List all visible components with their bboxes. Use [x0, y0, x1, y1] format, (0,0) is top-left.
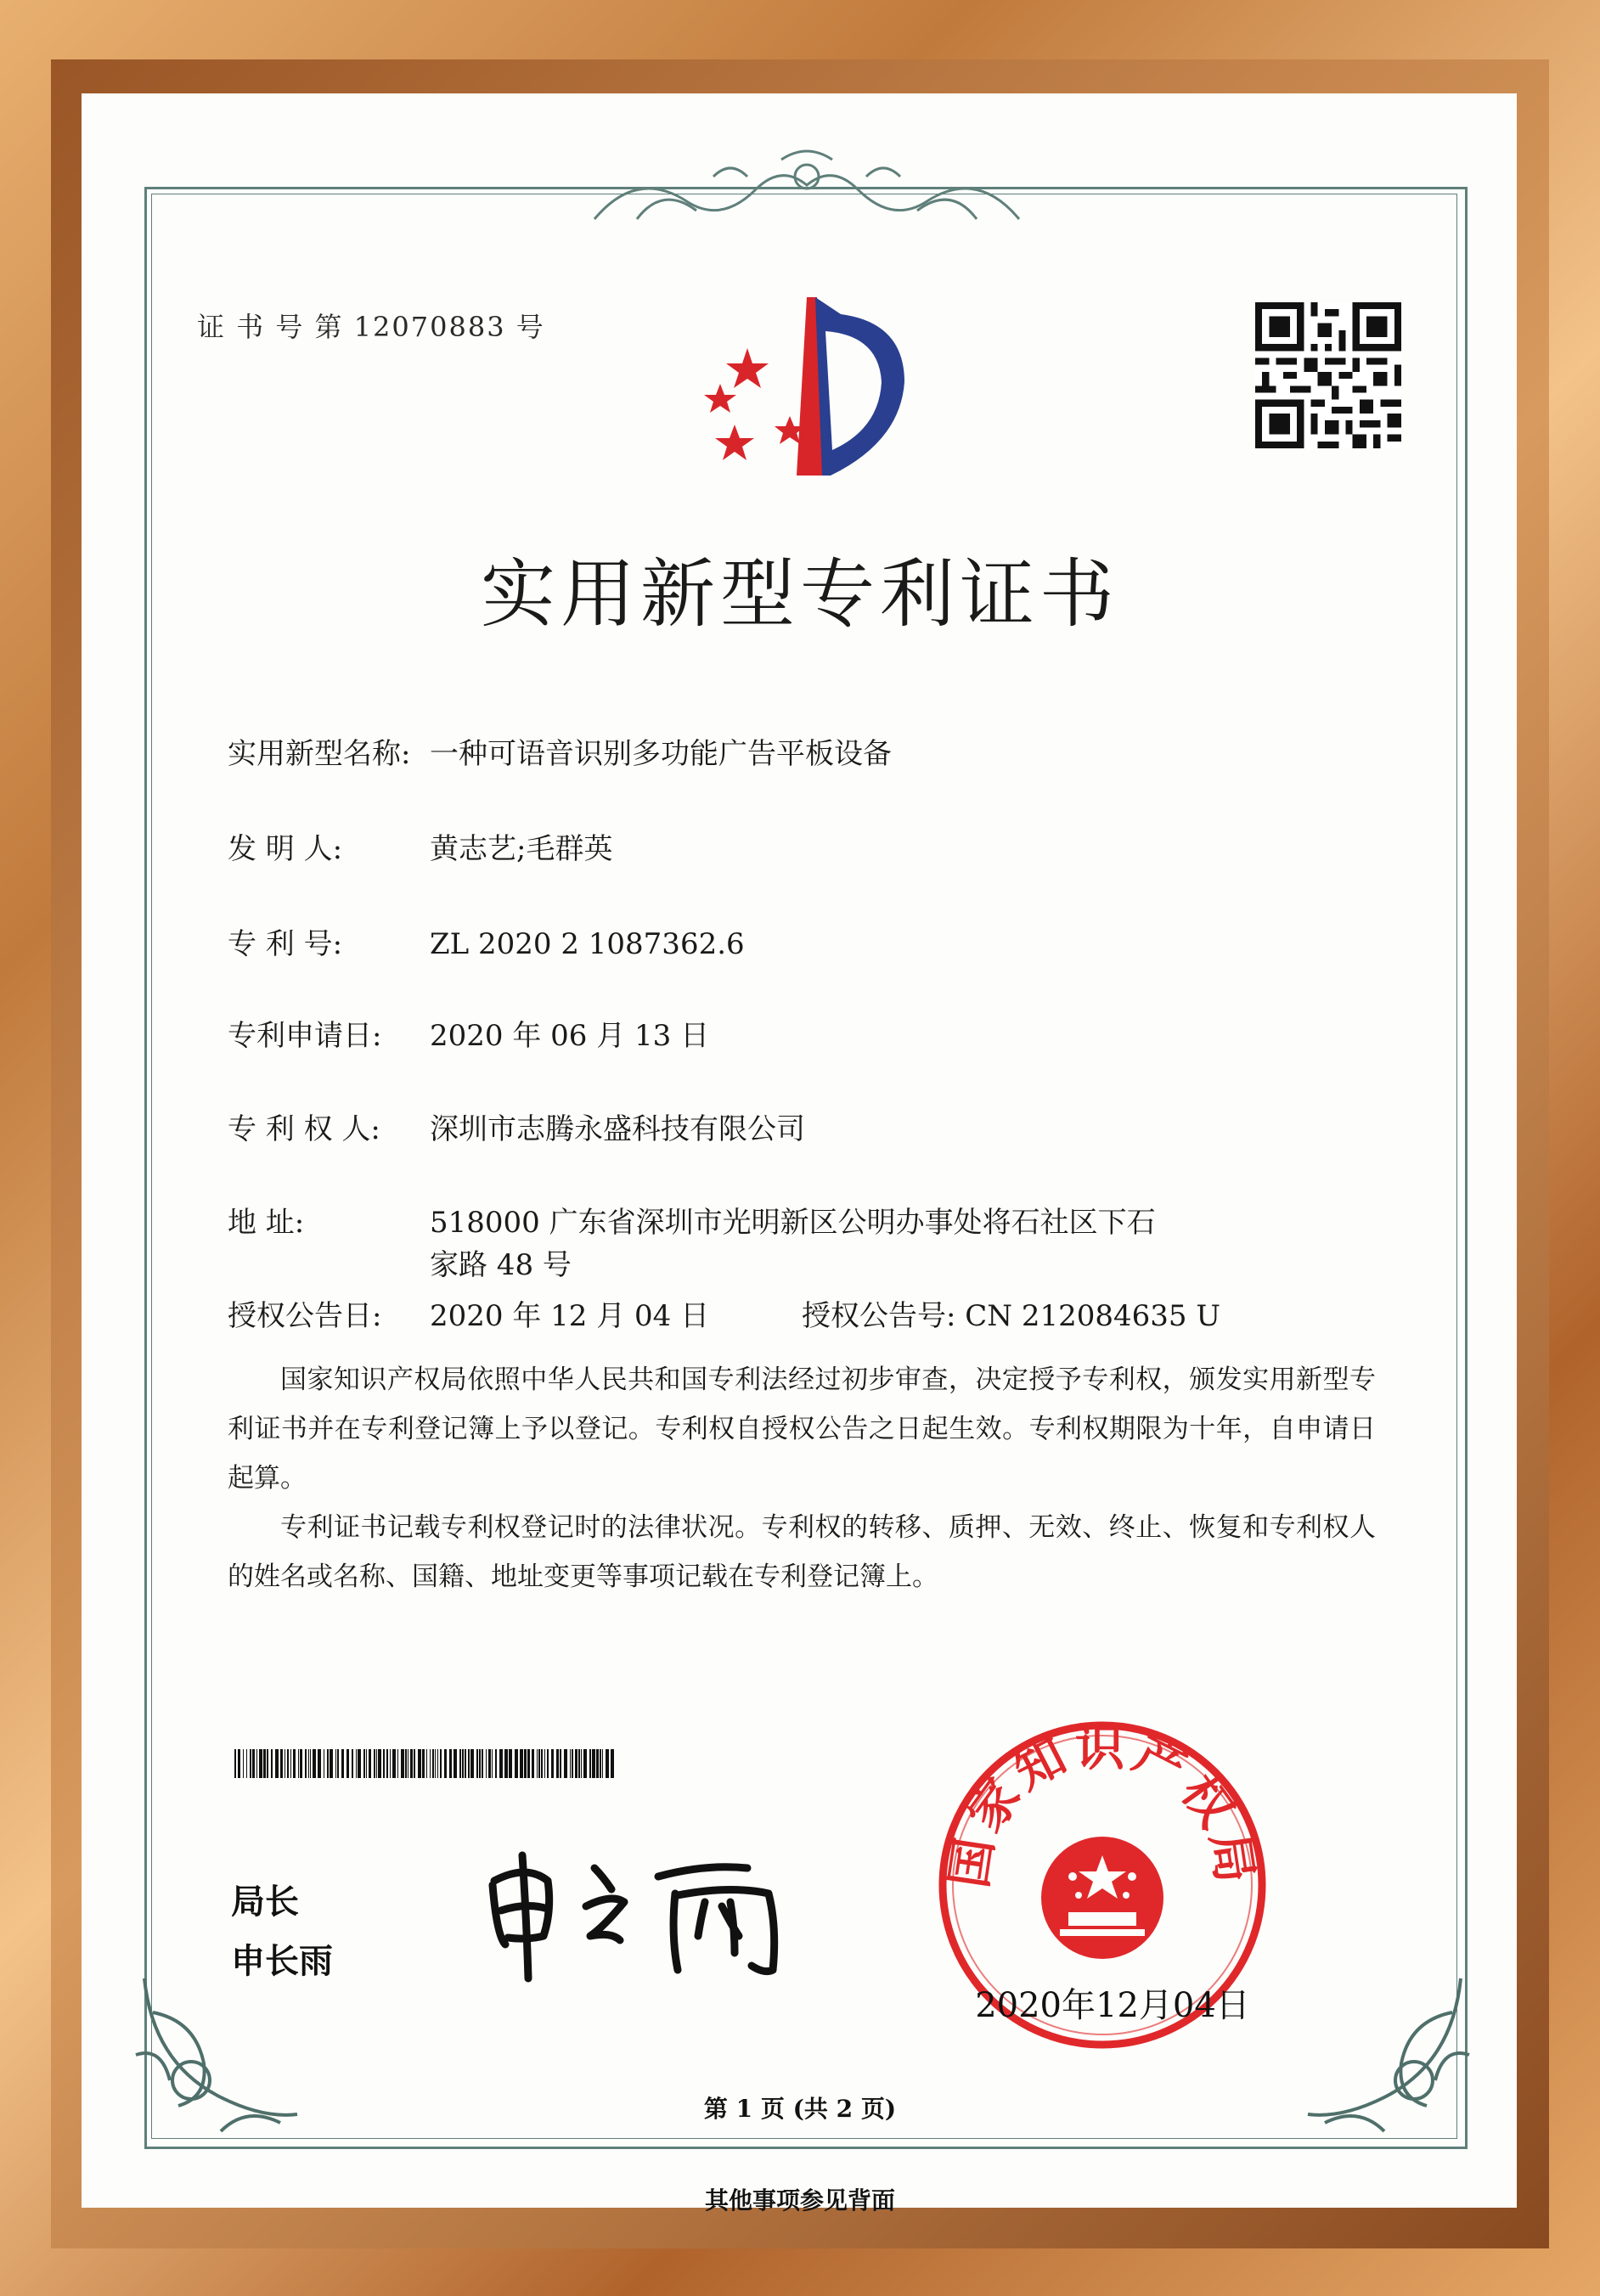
- apply-date-label: 专利申请日:: [228, 1019, 382, 1053]
- seal-date: 2020年12月04日: [975, 1986, 1250, 2025]
- field-row-inventor: [228, 825, 612, 867]
- certificate-number: 证 书 号 第 12070883 号: [197, 311, 545, 343]
- address-line2: 家路 48 号: [430, 1248, 572, 1282]
- announce-no-label: 授权公告号:: [802, 1299, 956, 1333]
- director-title: 局长: [231, 1882, 299, 1922]
- patentee-value: 深圳市志腾永盛科技有限公司: [430, 1112, 805, 1146]
- announce-date-label: 授权公告日:: [228, 1299, 382, 1333]
- field-row-announce-no: [802, 1292, 1220, 1334]
- field-row-patentee: [228, 1106, 805, 1147]
- inventor-value: 黄志艺;毛群英: [430, 832, 613, 866]
- body-paragraph-2: 专利证书记载专利权登记时的法律状况。专利权的转移、质押、无效、终止、恢复和专利权人的姓名或名称、国籍、地址变更等事项记载在专利登记簿上。: [228, 1512, 1376, 1592]
- back-note: 其他事项参见背面: [704, 2186, 895, 2214]
- seal-text: 国家知识产权局: [939, 1719, 1265, 1892]
- field-row-announce: [228, 1292, 709, 1334]
- address-label: 地 址:: [228, 1206, 305, 1240]
- address-line1: 518000 广东省深圳市光明新区公明办事处将石社区下石: [430, 1206, 1156, 1240]
- page-number: 第 1 页 (共 2 页): [703, 2095, 897, 2123]
- inventor-label: 发 明 人:: [228, 832, 343, 866]
- cnipa-logo-icon: [688, 289, 926, 484]
- name-label: 实用新型名称:: [228, 737, 411, 771]
- patent-no-label: 专 利 号:: [228, 927, 343, 961]
- certificate-title: 实用新型专利证书: [480, 550, 1119, 638]
- top-ornament-icon: [586, 143, 1028, 228]
- field-row-patent-no: [228, 920, 745, 962]
- handwritten-signature-icon: [476, 1843, 815, 1987]
- patent-no-value: ZL 2020 2 1087362.6: [430, 927, 745, 961]
- field-row-address: [228, 1199, 1156, 1241]
- name-value: 一种可语音识别多功能广告平板设备: [430, 737, 892, 771]
- announce-date-value: 2020 年 12 月 04 日: [430, 1299, 710, 1333]
- apply-date-value: 2020 年 06 月 13 日: [430, 1019, 710, 1053]
- patentee-label: 专 利 权 人:: [228, 1112, 380, 1146]
- qr-code-icon: [1255, 302, 1401, 448]
- barcode-icon: [234, 1749, 617, 1778]
- body-paragraph-1: 国家知识产权局依照中华人民共和国专利法经过初步审查，决定授予专利权，颁发实用新型专利证书并在专利登记簿上予以登记。专利权自授权公告之日起生效。专利权期限为十年，自申请日起算。: [228, 1365, 1376, 1494]
- director-name: 申长雨: [231, 1942, 333, 1981]
- field-row-apply-date: [228, 1012, 709, 1054]
- field-row-name: [228, 730, 892, 772]
- announce-no-value: CN 212084635 U: [965, 1299, 1221, 1333]
